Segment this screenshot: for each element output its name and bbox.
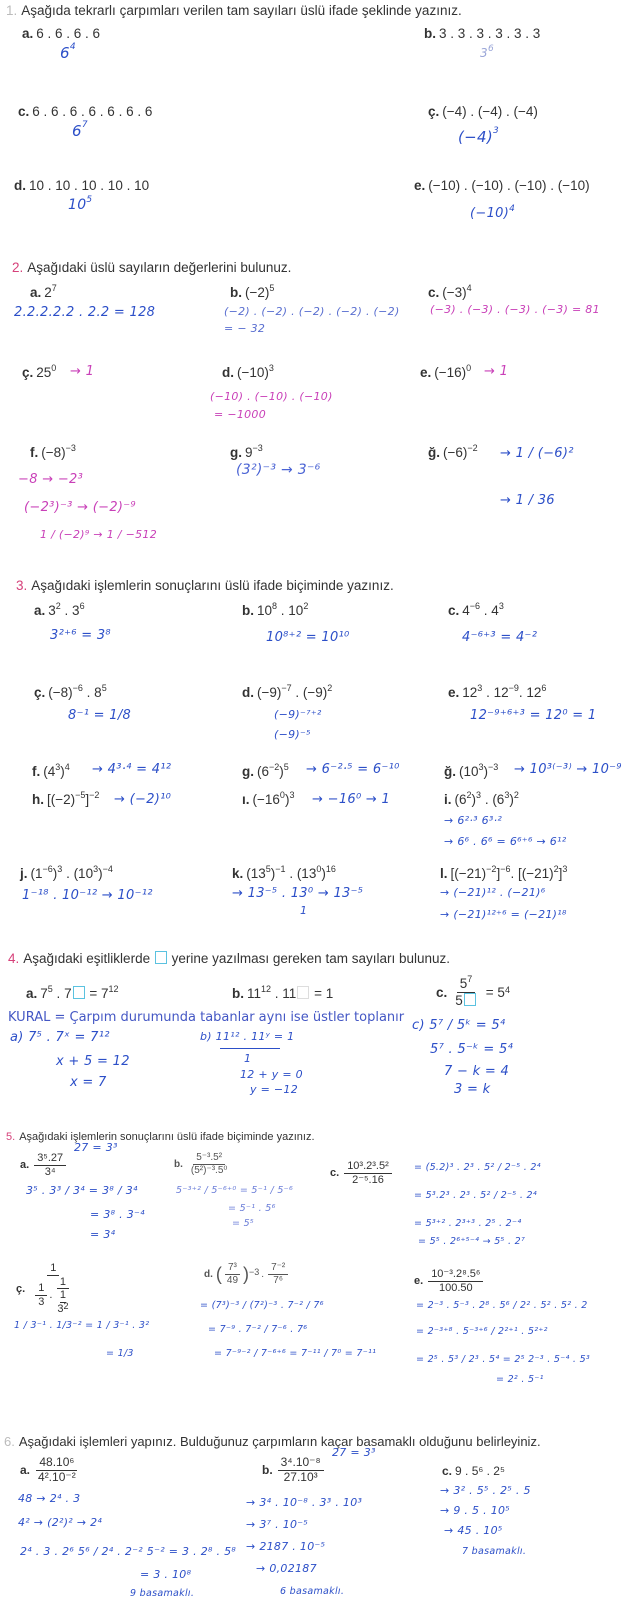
q2-item-b: b. $(-2)^5$ bbox=[230, 283, 275, 300]
q6-work-c-1: → 3² . 5⁵ . 2⁵ . 5 bbox=[440, 1484, 531, 1497]
q4-work-c-3: 7 − k = 4 bbox=[444, 1064, 510, 1079]
q2-work-f-1: −8 → −2³ bbox=[18, 472, 84, 487]
q3-work-k-1: → 13⁻⁵ . 13⁰ → 13⁻⁵ bbox=[232, 886, 364, 901]
q1-answer-e: $(-10)^4$ bbox=[470, 204, 516, 221]
q3-item-h: h. $[(-2)^{-5}]^{-2}$ bbox=[32, 790, 100, 807]
q4-item-a: a. $7^5$ . $7 = 7^{12}$ bbox=[26, 984, 119, 1001]
q6-work-b-4: → 0,02187 bbox=[256, 1562, 317, 1575]
q5-work-c-1: = (5.2)³ . 2³ . 5² / 2⁻⁵ . 2⁴ bbox=[414, 1162, 541, 1173]
q4-item-b: b. $11^{12}$ . 11 = 1 bbox=[232, 984, 334, 1001]
q3-item-l: l. $[(-21)^{-2}]^{-6}$. $[(-21)^2]^3$ bbox=[440, 864, 568, 881]
q4-work-c-4: 3 = k bbox=[454, 1082, 491, 1097]
q6-work-c-4: 7 basamaklı. bbox=[462, 1546, 527, 1557]
q2-item-f: f. $(-8)^{-3}$ bbox=[30, 443, 76, 460]
q5-item-c: c. $\frac{\text{10³.2³.5²}}{\text{2⁻⁵.16}}$ bbox=[330, 1160, 394, 1186]
q1-answer-a: $6^4$ bbox=[60, 42, 76, 62]
q6-work-a-3: 2⁴ . 3 . 2⁶ 5⁶ / 2⁴ . 2⁻² 5⁻² = 3 . 2⁸ . 5⁸ bbox=[20, 1545, 237, 1558]
q2-item-ç: ç. $25^0$ bbox=[22, 363, 57, 380]
q5-title: 5. Aşağıdaki işlemlerin sonuçlarını üslü ifade biçiminde yazınız. bbox=[6, 1131, 315, 1143]
q3-work-i-1: → 6²·³ 6³·² bbox=[444, 814, 503, 827]
q3-work-ı: → −16⁰ → 1 bbox=[312, 792, 391, 807]
q3-item-k: k. $(13^5)^{-1}$ . $(13^0)^{16}$ bbox=[232, 864, 336, 881]
q3-work-j: 1⁻¹⁸ . 10⁻¹² → 10⁻¹² bbox=[22, 888, 153, 903]
q5-item-d: d. ( $\frac{\text{7³}}{49}$ ) $^{-3}$ . $\frac{\text{7⁻²}}{\text{7⁶}}$ bbox=[204, 1262, 290, 1286]
q3-work-b: 10⁸⁺² = 10¹⁰ bbox=[266, 630, 350, 645]
q3-item-g: g. $(6^{-2})^5$ bbox=[242, 762, 289, 779]
q3-item-i: i. $(6^2)^3$ . $(6^3)^2$ bbox=[444, 790, 519, 807]
q5-item-e: e. $\frac{\text{10⁻³.2⁸.5⁶}}{100.50}$ bbox=[414, 1268, 485, 1294]
q3-work-d-2: (−9)⁻⁵ bbox=[274, 728, 311, 741]
q2-item-e: e. $(-16)^0$ bbox=[420, 363, 472, 380]
q3-work-k-2: 1 bbox=[300, 904, 308, 917]
q3-work-ç: 8⁻¹ = 1/8 bbox=[68, 708, 132, 723]
q2-item-g: g. $9^{-3}$ bbox=[230, 443, 263, 460]
blank-box-a[interactable] bbox=[73, 986, 85, 999]
q6-item-b: b. $\frac{\text{3⁴.10⁻⁸}}{\text{27.10³}}$ bbox=[262, 1456, 326, 1485]
q4-work-b-2: 1 bbox=[244, 1052, 252, 1065]
q5-work-e-2: = 2⁻³⁺⁸ . 5⁻³⁺⁶ / 2²⁺¹ . 5²⁺² bbox=[416, 1326, 548, 1337]
q2-work-a: 2.2.2.2.2 . 2.2 = 128 bbox=[14, 305, 156, 320]
q5-work-ç-1: 1 / 3⁻¹ . 1/3⁻² = 1 / 3⁻¹ . 3² bbox=[14, 1320, 150, 1331]
q1-answer-d: $10^5$ bbox=[68, 195, 93, 213]
q3-item-ç: ç. $(-8)^{-6}$ . $8^5$ bbox=[34, 683, 107, 700]
q5-work-c-2: = 5³.2³ . 2³ . 5² / 2⁻⁵ . 2⁴ bbox=[414, 1190, 537, 1201]
q3-work-a: 3²⁺⁶ = 3⁸ bbox=[50, 628, 111, 643]
q3-work-l-1: → (−21)¹² . (−21)⁶ bbox=[440, 886, 546, 899]
q3-work-i-2: → 6⁶ . 6⁶ = 6⁶⁺⁶ → 6¹² bbox=[444, 835, 567, 848]
q2-work-d-2: = −1000 bbox=[214, 408, 267, 421]
q5-work-b-2: = 5⁻¹ . 5⁶ bbox=[228, 1203, 276, 1214]
q2-work-e: → 1 bbox=[484, 364, 509, 379]
q5-work-b-3: = 5⁵ bbox=[232, 1218, 255, 1229]
q2-work-f-3: 1 / (−2)⁹ → 1 / −512 bbox=[40, 528, 158, 541]
q4-work-a-3: x = 7 bbox=[70, 1075, 107, 1090]
q2-work-ç: → 1 bbox=[70, 364, 95, 379]
q3-item-ğ: ğ. $(10^3)^{-3}$ bbox=[444, 762, 499, 779]
q3-work-l-2: → (−21)¹²⁺⁶ = (−21)¹⁸ bbox=[440, 908, 567, 921]
q5-work-ç-2: = 1/3 bbox=[106, 1348, 134, 1359]
q5-work-d-1: = (7³)⁻³ / (7²)⁻³ . 7⁻² / 7⁶ bbox=[200, 1300, 324, 1311]
q3-title: 3. Aşağıdaki işlemlerin sonuçlarını üslü ifade biçiminde yazınız. bbox=[16, 578, 394, 593]
q6-item-c: c. 9 . 5⁶ . 2⁵ bbox=[442, 1464, 505, 1478]
q1-item-c: c. 6 . 6 . 6 . 6 . 6 . 6 . 6 bbox=[18, 104, 153, 119]
q3-item-ı: ı. $(-16^0)^3$ bbox=[242, 790, 295, 807]
q4-item-c: c. $\frac{5^7}{5}$ = 5 $^4$ bbox=[436, 974, 510, 1008]
blank-box-icon bbox=[155, 951, 167, 964]
q5-work-a-1: 3⁵ . 3³ / 3⁴ = 3⁸ / 3⁴ bbox=[26, 1184, 138, 1197]
q4-work-c-2: 5⁷ . 5⁻ᵏ = 5⁴ bbox=[430, 1042, 514, 1057]
q3-work-c: 4⁻⁶⁺³ = 4⁻² bbox=[462, 630, 538, 645]
q4-work-b-1: b) 11¹² . 11ʸ = 1 bbox=[200, 1030, 295, 1043]
q6-work-b-note: 27 = 3³ bbox=[332, 1446, 376, 1459]
q5-work-d-2: = 7⁻⁹ . 7⁻² / 7⁻⁶ . 7⁶ bbox=[208, 1324, 308, 1335]
q3-work-d-1: (−9)⁻⁷⁺² bbox=[274, 708, 322, 721]
q3-item-b: b. $10^8$ . $10^2$ bbox=[242, 601, 309, 618]
q2-item-a: a. $2^7$ bbox=[30, 283, 57, 300]
q2-work-ğ-2: → 1 / 36 bbox=[500, 493, 555, 508]
q4-work-a-2: x + 5 = 12 bbox=[56, 1054, 130, 1069]
q2-work-b-1: (−2) . (−2) . (−2) . (−2) . (−2) bbox=[224, 305, 400, 318]
q2-work-c: (−3) . (−3) . (−3) . (−3) = 81 bbox=[430, 303, 600, 316]
q2-item-ğ: ğ. $(-6)^{-2}$ bbox=[428, 443, 478, 460]
q1-number: 1. bbox=[6, 3, 18, 18]
q3-item-d: d. $(-9)^{-7}$ . $(-9)^2$ bbox=[242, 683, 333, 700]
q6-work-a-4: = 3 . 10⁸ bbox=[140, 1568, 192, 1581]
q2-item-d: d. $(-10)^3$ bbox=[222, 363, 274, 380]
q5-work-e-1: = 2⁻³ . 5⁻³ . 2⁸ . 5⁶ / 2² . 5² . 5² . 2 bbox=[416, 1300, 588, 1311]
q5-item-b: b. $\frac{\text{5⁻³.5²}}{\text{(5²)⁻³.5⁰}}$ bbox=[174, 1152, 228, 1176]
q4-work-b-3: 12 + y = 0 bbox=[240, 1068, 303, 1081]
q6-work-c-2: → 9 . 5 . 10⁵ bbox=[440, 1504, 510, 1517]
q3-work-ğ: → 10³⁽⁻³⁾ → 10⁻⁹ bbox=[514, 762, 622, 777]
q1-item-b: b. 3 . 3 . 3 . 3 . 3 . 3 bbox=[424, 26, 541, 41]
q2-work-d-1: (−10) . (−10) . (−10) bbox=[210, 390, 333, 403]
q1-answer-ç: $(-4)^3$ bbox=[458, 126, 500, 146]
q3-item-c: c. $4^{-6}$ . $4^3$ bbox=[448, 601, 504, 618]
q3-item-e: e. $12^3$ . $12^{-9}$. $12^6$ bbox=[448, 683, 547, 700]
q2-work-b-2: = − 32 bbox=[224, 322, 266, 335]
q5-work-a-3: = 3⁴ bbox=[90, 1228, 116, 1241]
q5-work-e-3: = 2⁵ . 5³ / 2³ . 5⁴ = 2⁵ 2⁻³ . 5⁻⁴ . 5³ bbox=[416, 1354, 591, 1365]
q1-item-e: e. (−10) . (−10) . (−10) . (−10) bbox=[414, 178, 590, 193]
q6-work-c-3: → 45 . 10⁵ bbox=[444, 1524, 503, 1537]
q4-work-b-4: y = −12 bbox=[250, 1083, 299, 1096]
q4-work-a-1: a) 7⁵ . 7ˣ = 7¹² bbox=[10, 1030, 110, 1045]
q5-work-c-4: = 5⁵ . 2⁶⁺⁵⁻⁴ → 5⁵ . 2⁷ bbox=[418, 1236, 526, 1247]
q6-item-a: a. $\frac{\text{48.10⁶}}{\text{4².10⁻²}}$ bbox=[20, 1455, 76, 1484]
q5-work-c-3: = 5³⁺² . 2³⁺³ . 2⁵ . 2⁻⁴ bbox=[414, 1218, 522, 1229]
q3-item-f: f. $(4^3)^4$ bbox=[32, 762, 70, 779]
q3-work-e: 12⁻⁹⁺⁶⁺³ = 12⁰ = 1 bbox=[470, 708, 597, 723]
blank-box-c[interactable] bbox=[464, 993, 476, 1006]
q5-item-ç: ç. 1 $\frac{1}{3}$ . 1 1 $3^2$ bbox=[16, 1262, 69, 1315]
q6-work-a-5: 9 basamaklı. bbox=[130, 1588, 195, 1599]
q1-item-a: a. 6 . 6 . 6 . 6 bbox=[22, 26, 101, 41]
q2-item-c: c. $(-3)^4$ bbox=[428, 283, 472, 300]
q2-work-g: (3²)⁻³ → 3⁻⁶ bbox=[236, 462, 321, 478]
q3-work-g: → 6⁻²·⁵ = 6⁻¹⁰ bbox=[306, 762, 400, 777]
q6-work-b-3: → 2187 . 10⁻⁵ bbox=[246, 1540, 326, 1553]
q4-work-c-1: c) 5⁷ / 5ᵏ = 5⁴ bbox=[412, 1018, 506, 1033]
q3-item-j: j. $(1^{-6})^3$ . $(10^3)^{-4}$ bbox=[20, 864, 113, 881]
q3-work-h: → (−2)¹⁰ bbox=[114, 792, 172, 807]
q4-title: 4. Aşağıdaki eşitliklerde yerine yazılması gereken tam sayıları bulunuz. bbox=[8, 951, 451, 966]
q5-work-a-2: = 3⁸ . 3⁻⁴ bbox=[90, 1208, 145, 1221]
q1-item-d: d. 10 . 10 . 10 . 10 . 10 bbox=[14, 178, 150, 193]
q1-answer-b: $3^6$ bbox=[480, 44, 494, 60]
q2-work-f-2: (−2³)⁻³ → (−2)⁻⁹ bbox=[24, 500, 136, 515]
q2-work-ğ-1: → 1 / (−6)² bbox=[500, 446, 574, 461]
q3-work-f: → 4³·⁴ = 4¹² bbox=[92, 762, 172, 777]
q1-title: 1. Aşağıda tekrarlı çarpımları verilen tam sayıları üslü ifade şeklinde yazınız. bbox=[6, 3, 462, 18]
q6-work-a-1: 48 → 2⁴ . 3 bbox=[18, 1492, 81, 1505]
q5-item-a: a. $\frac{\text{3⁵.27}}{\text{3⁴}}$ bbox=[20, 1152, 68, 1178]
q5-note: 27 = 3³ bbox=[74, 1141, 118, 1154]
blank-box-b[interactable] bbox=[297, 986, 309, 999]
q1-answer-c: $6^7$ bbox=[72, 120, 88, 140]
q6-work-a-2: 4² → (2²)² → 2⁴ bbox=[18, 1516, 103, 1529]
q6-work-b-1: → 3⁴ . 10⁻⁸ . 3³ . 10³ bbox=[246, 1496, 363, 1509]
q5-work-b-1: 5⁻³⁺² / 5⁻⁶⁺⁰ = 5⁻¹ / 5⁻⁶ bbox=[176, 1185, 294, 1196]
q1-item-ç: ç. (−4) . (−4) . (−4) bbox=[428, 104, 538, 119]
rule-note: KURAL = Çarpım durumunda tabanlar aynı ise üstler toplanır bbox=[8, 1010, 405, 1025]
q6-work-b-2: → 3⁷ . 10⁻⁵ bbox=[246, 1518, 309, 1531]
q6-title: 6. Aşağıdaki işlemleri yapınız. Bulduğunuz çarpımların kaçar basamaklı olduğunu belirleyiniz. bbox=[4, 1434, 541, 1449]
q3-item-a: a. $3^2$ . $3^6$ bbox=[34, 601, 85, 618]
q6-work-b-5: 6 basamaklı. bbox=[280, 1586, 345, 1597]
q2-title: 2. Aşağıdaki üslü sayıların değerlerini bulunuz. bbox=[12, 260, 292, 275]
q5-work-e-4: = 2² . 5⁻¹ bbox=[496, 1374, 544, 1385]
q5-work-d-3: = 7⁻⁹⁻² / 7⁻⁶⁺⁶ = 7⁻¹¹ / 7⁰ = 7⁻¹¹ bbox=[214, 1348, 377, 1359]
